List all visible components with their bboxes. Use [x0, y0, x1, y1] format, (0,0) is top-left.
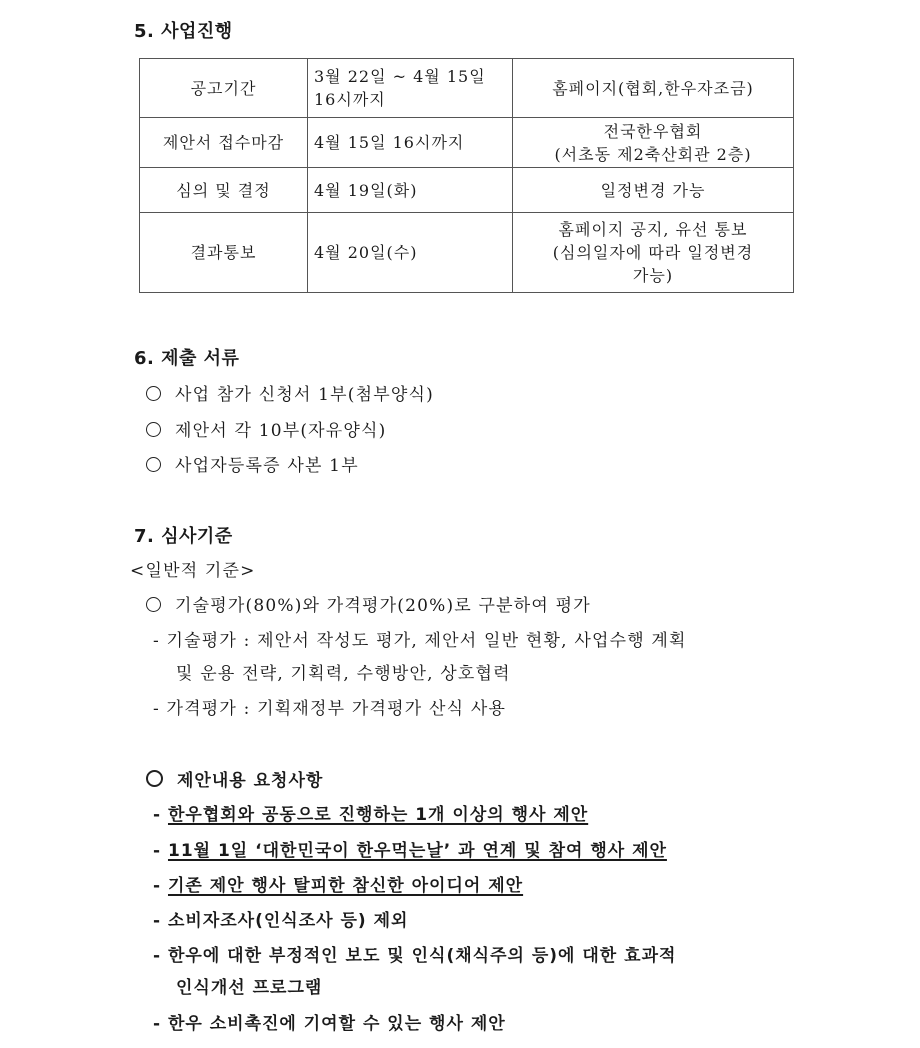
request-item: - 한우 소비촉진에 기여할 수 있는 행사 제안: [153, 1014, 506, 1034]
table-row: [140, 59, 794, 118]
table-cell-label: 결과통보: [140, 213, 308, 293]
table-cell-label: 공고기간: [140, 59, 308, 118]
table-row: [140, 118, 794, 168]
request-item: - 11월 1일 ‘대한민국이 한우먹는날’ 과 연계 및 참여 행사 제안: [153, 841, 667, 861]
tech-eval-line-cont: 및 운용 전략, 기획력, 수행방안, 상호협력: [176, 664, 511, 684]
request-item: - 기존 제안 행사 탈피한 참신한 아이디어 제안: [153, 876, 524, 896]
table-row: [140, 168, 794, 213]
request-item-cont: 인식개선 프로그램: [176, 978, 323, 998]
list-item: 사업자등록증 사본 1부: [146, 451, 359, 476]
circle-bullet-icon: [146, 386, 161, 401]
schedule-table: [139, 58, 794, 293]
request-title: 제안내용 요청사항: [146, 766, 323, 791]
section-6-title: 6. 제출 서류: [134, 348, 240, 369]
table-cell-note: 홈페이지(협회,한우자조금): [513, 59, 794, 118]
table-cell-label: 제안서 접수마감: [140, 118, 308, 168]
table-cell-note: 홈페이지 공지, 유선 통보 (심의일자에 따라 일정변경 가능): [513, 213, 794, 293]
request-item: - 한우협회와 공동으로 진행하는 1개 이상의 행사 제안: [153, 805, 589, 825]
list-item: 기술평가(80%)와 가격평가(20%)로 구분하여 평가: [146, 591, 591, 616]
table-cell-note: 전국한우협회 (서초동 제2축산회관 2층): [513, 118, 794, 168]
list-item: 제안서 각 10부(자유양식): [146, 416, 387, 441]
list-item: 사업 참가 신청서 1부(첨부양식): [146, 380, 434, 405]
section-5-title: 5. 사업진행: [134, 21, 233, 42]
table-cell-date: 3월 22일 ~ 4월 15일 16시까지: [308, 59, 513, 118]
section-7-title: 7. 심사기준: [134, 526, 233, 547]
table-row: [140, 213, 794, 293]
circle-bullet-icon: [146, 597, 161, 612]
table-cell-note: 일정변경 가능: [513, 168, 794, 213]
circle-bullet-icon: [146, 457, 161, 472]
table-cell-label: 심의 및 결정: [140, 168, 308, 213]
price-eval-line: - 가격평가 : 기획재정부 가격평가 산식 사용: [153, 699, 507, 719]
general-criteria-subtitle: <일반적 기준>: [130, 561, 256, 581]
request-item: - 소비자조사(인식조사 등) 제외: [153, 911, 409, 931]
tech-eval-line: - 기술평가 : 제안서 작성도 평가, 제안서 일반 현황, 사업수행 계획: [153, 631, 687, 651]
table-cell-date: 4월 15일 16시까지: [308, 118, 513, 168]
circle-bullet-icon: [146, 422, 161, 437]
table-cell-date: 4월 19일(화): [308, 168, 513, 213]
table-cell-date: 4월 20일(수): [308, 213, 513, 293]
circle-bullet-icon: [146, 770, 163, 787]
request-item: - 한우에 대한 부정적인 보도 및 인식(채식주의 등)에 대한 효과적: [153, 946, 677, 966]
